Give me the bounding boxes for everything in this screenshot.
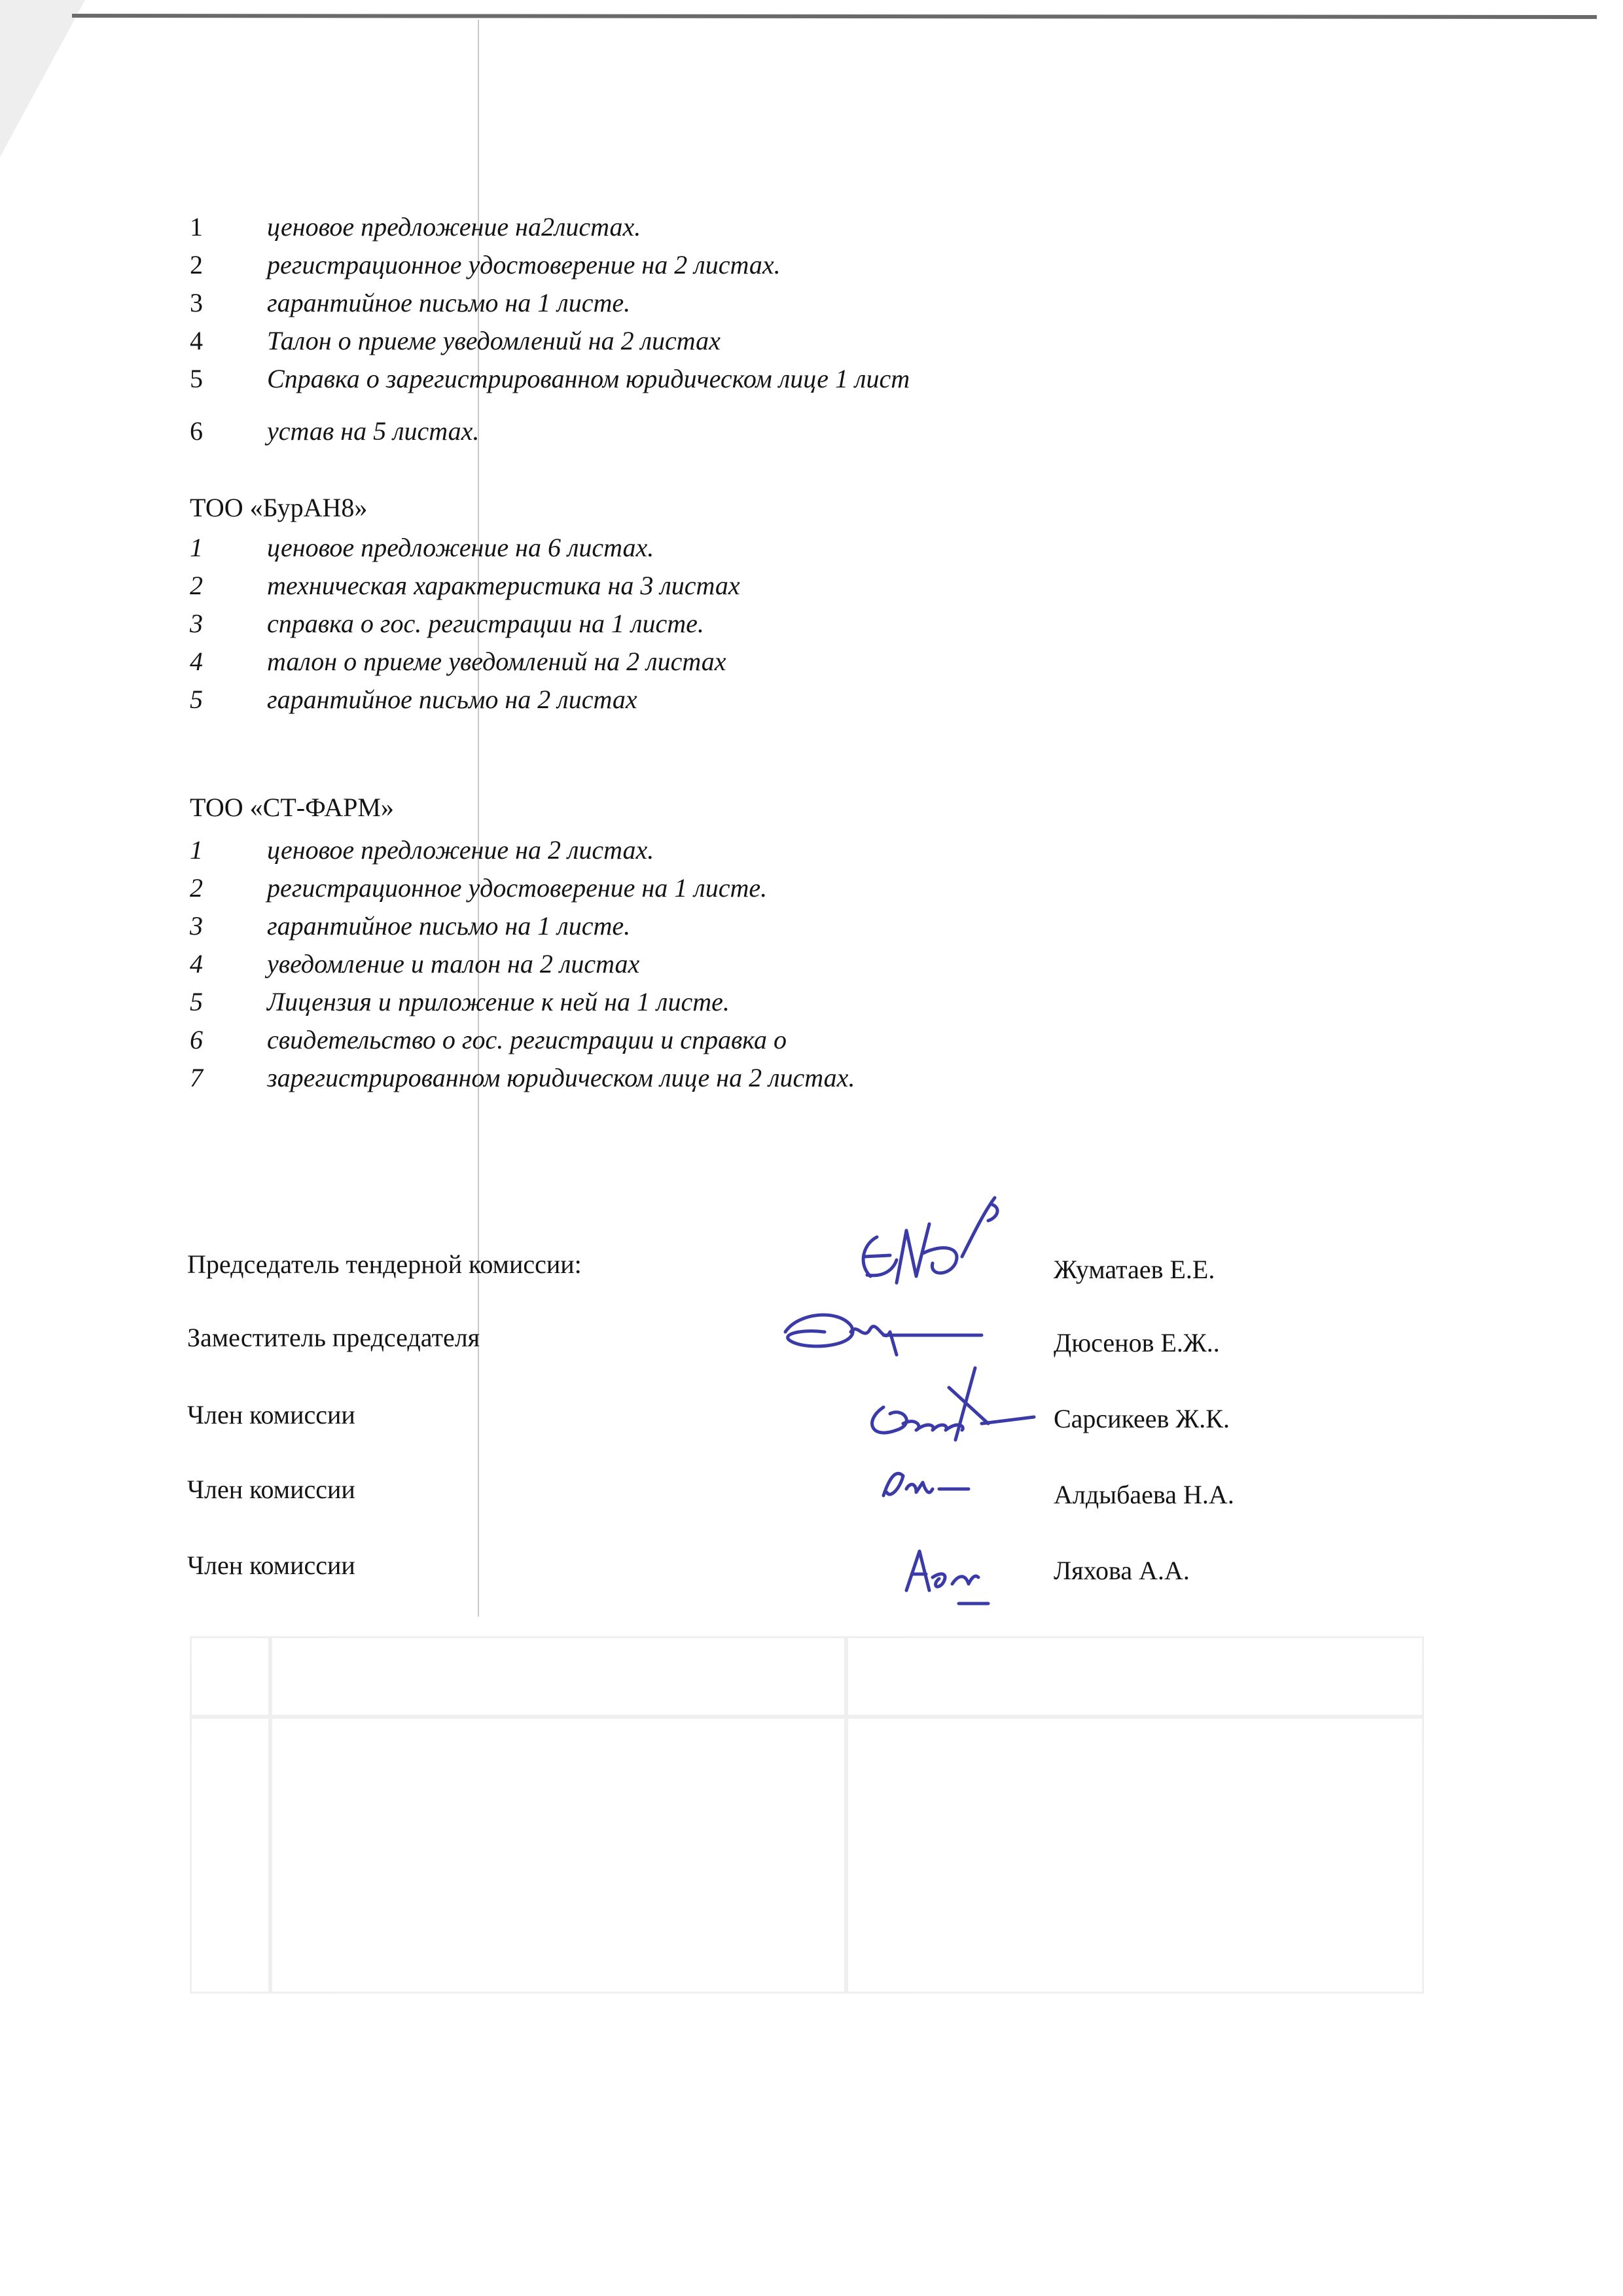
item-number: 6 (190, 416, 203, 446)
item-text: гарантийное письмо на 1 листе. (267, 911, 631, 941)
item-number: 3 (190, 288, 203, 317)
handwritten-signature-member-2 (870, 1463, 975, 1515)
signatory-name: Дюсенов Е.Ж.. (1054, 1328, 1220, 1357)
signature-row-member-3 (0, 1550, 1623, 1596)
item-text: уведомление и талон на 2 листах (267, 949, 640, 978)
signature-row-chairman (0, 1249, 1623, 1295)
item-text: ценовое предложение на 6 листах. (267, 533, 654, 562)
item-text: гарантийное письмо на 2 листах (267, 685, 637, 714)
item-number: 2 (190, 250, 203, 279)
item-number: 5 (190, 987, 203, 1016)
handwritten-signature-member-1 (851, 1361, 1047, 1446)
signature-row-member-2 (0, 1474, 1623, 1520)
item-number: 4 (190, 949, 203, 978)
signature-row-member-1 (0, 1399, 1623, 1445)
signatory-name: Ляхова А.А. (1054, 1556, 1190, 1585)
item-number: 1 (190, 533, 203, 562)
item-text: ценовое предложение на2листах. (267, 212, 641, 242)
item-text: гарантийное письмо на 1 листе. (267, 288, 631, 317)
signatory-name: Сарсикеев Ж.К. (1054, 1404, 1230, 1433)
item-text: ценовое предложение на 2 листах. (267, 835, 654, 865)
signatory-role: Председатель тендерной комиссии: (187, 1249, 582, 1279)
item-number: 2 (190, 873, 203, 903)
item-number: 4 (190, 326, 203, 355)
item-text: Лицензия и приложение к ней на 1 листе. (267, 987, 730, 1016)
handwritten-signature-deputy (772, 1306, 995, 1365)
company-heading-buran: ТОО «БурАН8» (190, 493, 368, 522)
scan-folded-corner (0, 0, 85, 157)
scan-edge-line (72, 14, 1597, 19)
item-number: 4 (190, 647, 203, 676)
item-number: 3 (190, 609, 203, 638)
item-number: 3 (190, 911, 203, 941)
company-heading-stfarm: ТОО «СТ-ФАРМ» (190, 793, 394, 822)
item-text: справка о гос. регистрации на 1 листе. (267, 609, 704, 638)
item-number: 1 (190, 212, 203, 242)
item-number: 2 (190, 571, 203, 600)
item-number: 5 (190, 364, 203, 393)
item-text: Справка о зарегистрированном юридическом лице 1 лист (267, 364, 910, 393)
item-text: регистрационное удостоверение на 2 листах. (267, 250, 781, 279)
item-text: свидетельство о гос. регистрации и справка о (267, 1025, 787, 1054)
signatory-name: Алдыбаева Н.А. (1054, 1480, 1234, 1509)
item-text: талон о приеме уведомлений на 2 листах (267, 647, 726, 676)
signatory-role: Заместитель председателя (187, 1323, 480, 1352)
signatory-role: Член комиссии (187, 1551, 355, 1580)
item-text: зарегистрированном юридическом лице на 2 листах. (267, 1063, 855, 1092)
item-number: 6 (190, 1025, 203, 1054)
handwritten-signature-chairman (844, 1191, 1014, 1316)
item-text: регистрационное удостоверение на 1 листе. (267, 873, 768, 903)
signatory-name: Жуматаев Е.Е. (1054, 1255, 1215, 1284)
item-number: 1 (190, 835, 203, 865)
item-text: техническая характеристика на 3 листах (267, 571, 740, 600)
signatory-role: Член комиссии (187, 1400, 355, 1429)
signatory-role: Член комиссии (187, 1475, 355, 1504)
item-number: 5 (190, 685, 203, 714)
handwritten-signature-member-3 (893, 1538, 991, 1610)
item-text: устав на 5 листах. (267, 416, 480, 446)
item-text: Талон о приеме уведомлений на 2 листах (267, 326, 721, 355)
item-number: 7 (190, 1063, 203, 1092)
bleed-through-table (190, 1636, 1433, 2094)
